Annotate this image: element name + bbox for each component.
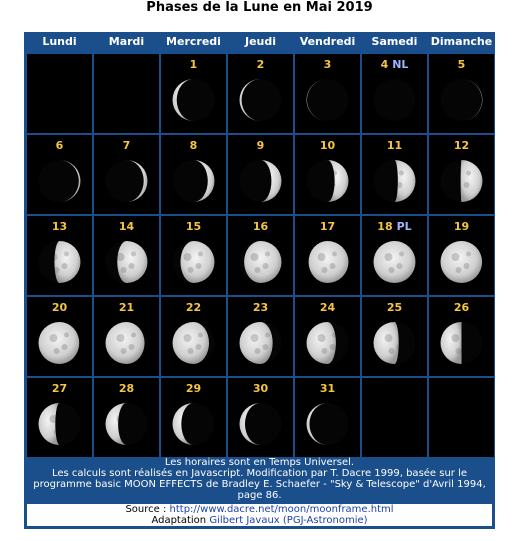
day-number bbox=[27, 301, 92, 314]
day-number bbox=[295, 301, 360, 314]
phase-tag: PL bbox=[396, 220, 412, 233]
adaptation-link[interactable]: Gilbert Javaux (PGJ-Astronomie) bbox=[209, 515, 368, 526]
day-number-value: 29 bbox=[185, 382, 202, 395]
day-number bbox=[429, 139, 494, 152]
day-number bbox=[295, 220, 360, 233]
day-number-value: 24 bbox=[319, 301, 336, 314]
day-cell bbox=[429, 216, 494, 295]
day-number-value: 26 bbox=[453, 301, 470, 314]
day-cell bbox=[161, 135, 226, 214]
day-number-value: 2 bbox=[256, 58, 265, 71]
day-number bbox=[429, 220, 494, 233]
day-number bbox=[362, 139, 427, 152]
day-number bbox=[94, 220, 159, 233]
day-number-value: 22 bbox=[185, 301, 202, 314]
footer-line: page 86. bbox=[237, 490, 282, 501]
day-cell bbox=[228, 378, 293, 457]
day-cell bbox=[27, 297, 92, 376]
weekday-label: Dimanche bbox=[430, 35, 493, 48]
day-number bbox=[429, 58, 494, 71]
day-number bbox=[362, 58, 427, 71]
day-cell bbox=[295, 216, 360, 295]
moon-lit-part bbox=[39, 322, 80, 364]
day-number bbox=[94, 382, 159, 395]
day-number-value: 27 bbox=[51, 382, 68, 395]
day-cell bbox=[161, 297, 226, 376]
footer-notes bbox=[24, 457, 495, 503]
day-cell bbox=[94, 216, 159, 295]
day-number bbox=[94, 301, 159, 314]
page-title: Phases de la Lune en Mai 2019 bbox=[146, 0, 373, 15]
day-number-value: 25 bbox=[386, 301, 403, 314]
day-cell bbox=[362, 54, 427, 133]
day-number-value: 28 bbox=[118, 382, 135, 395]
moon-lit-part bbox=[441, 241, 483, 283]
weekday-label: Samedi bbox=[371, 35, 418, 48]
calendar-frame bbox=[24, 32, 495, 529]
weekday-label: Vendredi bbox=[299, 35, 356, 48]
day-cell bbox=[94, 297, 159, 376]
day-cell bbox=[362, 135, 427, 214]
day-number bbox=[27, 220, 92, 233]
source-link[interactable]: http://www.dacre.net/moon/moonframe.html bbox=[169, 504, 394, 515]
moon-lit-part bbox=[54, 241, 80, 283]
adaptation-label: Adaptation bbox=[151, 515, 210, 526]
day-number bbox=[228, 382, 293, 395]
moon-lit-part bbox=[173, 322, 210, 364]
weekday-label: Lundi bbox=[42, 35, 77, 48]
day-number-value: 31 bbox=[319, 382, 336, 395]
day-cell bbox=[161, 216, 226, 295]
day-number bbox=[228, 139, 293, 152]
day-cell bbox=[27, 216, 92, 295]
moon-lit-part bbox=[309, 241, 349, 283]
day-cell bbox=[228, 54, 293, 133]
day-cell bbox=[295, 297, 360, 376]
day-number bbox=[228, 220, 293, 233]
day-cell bbox=[94, 378, 159, 457]
weekday-label: Jeudi bbox=[244, 35, 277, 48]
day-cell bbox=[295, 54, 360, 133]
day-number-value: 15 bbox=[185, 220, 202, 233]
day-cell bbox=[161, 54, 226, 133]
day-number bbox=[295, 382, 360, 395]
day-number-value: 11 bbox=[386, 139, 403, 152]
moon-lit-part bbox=[441, 322, 462, 364]
day-number-value: 3 bbox=[323, 58, 332, 71]
day-number bbox=[161, 220, 226, 233]
day-number-value: 16 bbox=[252, 220, 269, 233]
moon-lit-part bbox=[106, 322, 145, 364]
day-cell bbox=[362, 297, 427, 376]
day-cell bbox=[228, 216, 293, 295]
footer-line: Les horaires sont en Temps Universel. bbox=[164, 457, 355, 468]
day-cell bbox=[295, 378, 360, 457]
day-cell bbox=[429, 297, 494, 376]
day-cell bbox=[27, 378, 92, 457]
day-cell bbox=[429, 54, 494, 133]
adaptation-line bbox=[27, 515, 492, 526]
source-box bbox=[27, 504, 492, 526]
day-number-value: 18 bbox=[377, 220, 393, 233]
day-number bbox=[161, 301, 226, 314]
day-number bbox=[161, 58, 226, 71]
day-number bbox=[228, 58, 293, 71]
moon-lit-part bbox=[461, 160, 483, 202]
day-number-value: 10 bbox=[319, 139, 336, 152]
day-number-value: 19 bbox=[453, 220, 470, 233]
day-cell bbox=[94, 135, 159, 214]
day-number-value: 4 bbox=[380, 58, 389, 71]
phase-tag: NL bbox=[392, 58, 409, 71]
moon-lit-part bbox=[374, 322, 399, 364]
day-number-value: 20 bbox=[51, 301, 68, 314]
empty-day-cell bbox=[362, 378, 427, 457]
day-cell bbox=[27, 135, 92, 214]
day-number bbox=[161, 139, 226, 152]
moon-lit-part bbox=[180, 241, 214, 283]
footer-line: programme basic MOON EFFECTS de Bradley E. Schaefer - "Sky & Telescope" d'Avril 1994, bbox=[33, 479, 486, 490]
moon-lit-part bbox=[117, 241, 147, 283]
empty-day-cell bbox=[429, 378, 494, 457]
day-number-value: 14 bbox=[118, 220, 135, 233]
day-number-value: 5 bbox=[457, 58, 466, 71]
day-number-value: 23 bbox=[252, 301, 269, 314]
day-number-value: 1 bbox=[189, 58, 198, 71]
day-number bbox=[27, 382, 92, 395]
empty-day-cell bbox=[94, 54, 159, 133]
day-number bbox=[295, 58, 360, 71]
day-number bbox=[27, 139, 92, 152]
weekday-label: Mardi bbox=[108, 35, 145, 48]
day-number-value: 17 bbox=[319, 220, 336, 233]
day-number bbox=[429, 301, 494, 314]
day-number bbox=[362, 220, 427, 233]
day-number-value: 13 bbox=[51, 220, 68, 233]
calendar-grid bbox=[24, 52, 495, 456]
day-number-value: 30 bbox=[252, 382, 269, 395]
day-cell bbox=[362, 216, 427, 295]
moon-lit-part bbox=[307, 322, 336, 364]
day-number bbox=[362, 301, 427, 314]
day-cell bbox=[228, 297, 293, 376]
day-cell bbox=[295, 135, 360, 214]
footer-line: Les calculs sont réalisés en Javascript. Modification par T. Dacre 1999, basée sur le bbox=[51, 468, 468, 479]
source-label: Source : bbox=[125, 504, 170, 515]
day-number bbox=[228, 301, 293, 314]
moon-lit-part bbox=[240, 322, 273, 364]
day-number-value: 12 bbox=[453, 139, 470, 152]
day-cell bbox=[228, 135, 293, 214]
day-number bbox=[161, 382, 226, 395]
moon-lit-part bbox=[374, 241, 416, 283]
day-number-value: 7 bbox=[122, 139, 131, 152]
day-cell bbox=[161, 378, 226, 457]
moon-lit-part bbox=[244, 241, 281, 283]
day-number-value: 21 bbox=[118, 301, 135, 314]
day-number-value: 9 bbox=[256, 139, 265, 152]
day-number bbox=[94, 139, 159, 152]
day-number bbox=[295, 139, 360, 152]
day-number-value: 8 bbox=[189, 139, 198, 152]
weekday-label: Mercredi bbox=[166, 35, 221, 48]
weekday-header bbox=[24, 32, 495, 52]
day-number-value: 6 bbox=[55, 139, 64, 152]
empty-day-cell bbox=[27, 54, 92, 133]
day-cell bbox=[429, 135, 494, 214]
source-line bbox=[27, 504, 492, 515]
